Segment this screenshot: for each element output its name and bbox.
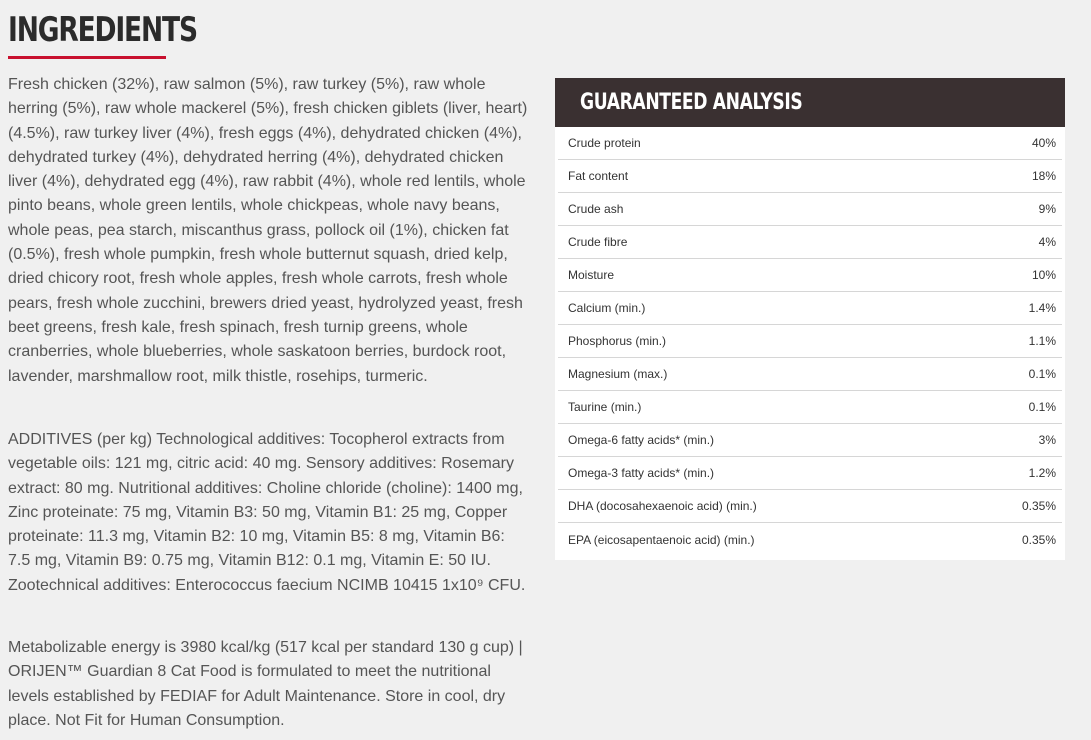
row-value: 0.35%	[1021, 532, 1056, 547]
ingredients-heading: INGREDIENTS	[8, 10, 197, 50]
table-row	[558, 193, 1062, 226]
table-row	[558, 226, 1062, 259]
row-label: Omega-3 fatty acids* (min.)	[568, 466, 715, 480]
table-row	[558, 127, 1062, 160]
row-label: Crude fibre	[568, 235, 628, 249]
table-row	[558, 358, 1062, 391]
table-row	[558, 325, 1062, 358]
row-label: Moisture	[568, 268, 615, 282]
row-value: 1.2%	[1028, 466, 1056, 480]
heading-underline	[8, 56, 166, 59]
guaranteed-analysis-title: GUARANTEED ANALYSIS	[580, 90, 803, 115]
row-value: 3%	[1038, 433, 1056, 447]
table-row	[558, 391, 1062, 424]
row-value: 0.1%	[1028, 367, 1056, 381]
additives-text: ADDITIVES (per kg) Technological additives: Tocopherol extracts from vegetable oils: 121 mg, citric acid: 40 mg. Sensory additives: Rosemary extract: 80 mg. Nutritional additives: Choline chloride (choline): 1400 mg, Zinc proteinate: 75 mg, Vitamin B3: 50 mg, Vitamin B1: 25 mg, Copper proteinate: 11.3 mg, Vitamin B2: 10 mg, Vitamin B5: 8 mg, Vitamin B6: 7.5 mg, Vitamin B9: 0.75 mg, Vitamin B12: 0.1 mg, Vitamin E: 50 IU. Zootechnical additives: Enterococcus faecium NCIMB 10415 1x10⁹ CFU.	[8, 431, 526, 594]
guaranteed-analysis-table	[555, 127, 1065, 560]
row-value: 0.1%	[1028, 400, 1056, 414]
row-label: Crude ash	[568, 202, 624, 216]
row-value: 9%	[1038, 202, 1056, 216]
row-label: DHA (docosahexaenoic acid) (min.)	[568, 499, 757, 513]
table-row	[558, 424, 1062, 457]
row-label: EPA (eicosapentaenoic acid) (min.)	[568, 532, 755, 547]
ingredients-section	[8, 0, 528, 729]
table-row	[558, 457, 1062, 490]
table-row	[558, 292, 1062, 325]
row-label: Magnesium (max.)	[568, 367, 668, 381]
row-value: 4%	[1038, 235, 1056, 249]
table-row	[558, 490, 1062, 523]
row-value: 18%	[1031, 169, 1056, 183]
table-row	[558, 160, 1062, 193]
table-row	[558, 523, 1062, 556]
row-label: Crude protein	[568, 136, 641, 150]
row-label: Taurine (min.)	[568, 400, 642, 414]
row-label: Fat content	[568, 169, 629, 183]
row-label: Calcium (min.)	[568, 301, 646, 315]
row-value: 10%	[1031, 268, 1056, 282]
ingredients-list-text: Fresh chicken (32%), raw salmon (5%), raw turkey (5%), raw whole herring (5%), raw whole mackerel (5%), fresh chicken giblets (liver, heart) (4.5%), raw turkey liver (4%), fresh eggs (4%), dehydrated chicken (4%), dehydrated turkey (4%), dehydrated herring (4%), dehydrated chicken liver (4%), dehydrated egg (4%), raw rabbit (4%), whole red lentils, whole pinto beans, whole green lentils, whole chickpeas, whole navy beans, whole peas, pea starch, miscanthus grass, pollock oil (1%), chicken fat (0.5%), fresh whole pumpkin, fresh whole butternut squash, dried kelp, dried chicory root, fresh whole apples, fresh whole carrots, fresh whole pears, fresh whole zucchini, brewers dried yeast, hydrolyzed yeast, fresh beet greens, fresh kale, fresh spinach, fresh turnip greens, whole cranberries, whole blueberries, whole saskatoon berries, burdock root, lavender, marshmallow root, milk thistle, rosehips, turmeric.	[8, 76, 528, 385]
row-value: 1.1%	[1028, 334, 1056, 348]
guaranteed-analysis-panel	[555, 78, 1065, 560]
row-label: Phosphorus (min.)	[568, 334, 667, 348]
row-label: Omega-6 fatty acids* (min.)	[568, 433, 715, 447]
row-value: 0.35%	[1021, 499, 1056, 513]
guaranteed-analysis-header	[555, 78, 1065, 127]
energy-text: Metabolizable energy is 3980 kcal/kg (517 kcal per standard 130 g cup) | ORIJEN™ Guardian 8 Cat Food is formulated to meet the nutritional levels established by FEDIAF for Adult Maintenance. Store in cool, dry place. Not Fit for Human Consumption.	[8, 639, 523, 729]
table-row	[558, 259, 1062, 292]
row-value: 1.4%	[1028, 301, 1056, 315]
row-value: 40%	[1031, 136, 1056, 150]
